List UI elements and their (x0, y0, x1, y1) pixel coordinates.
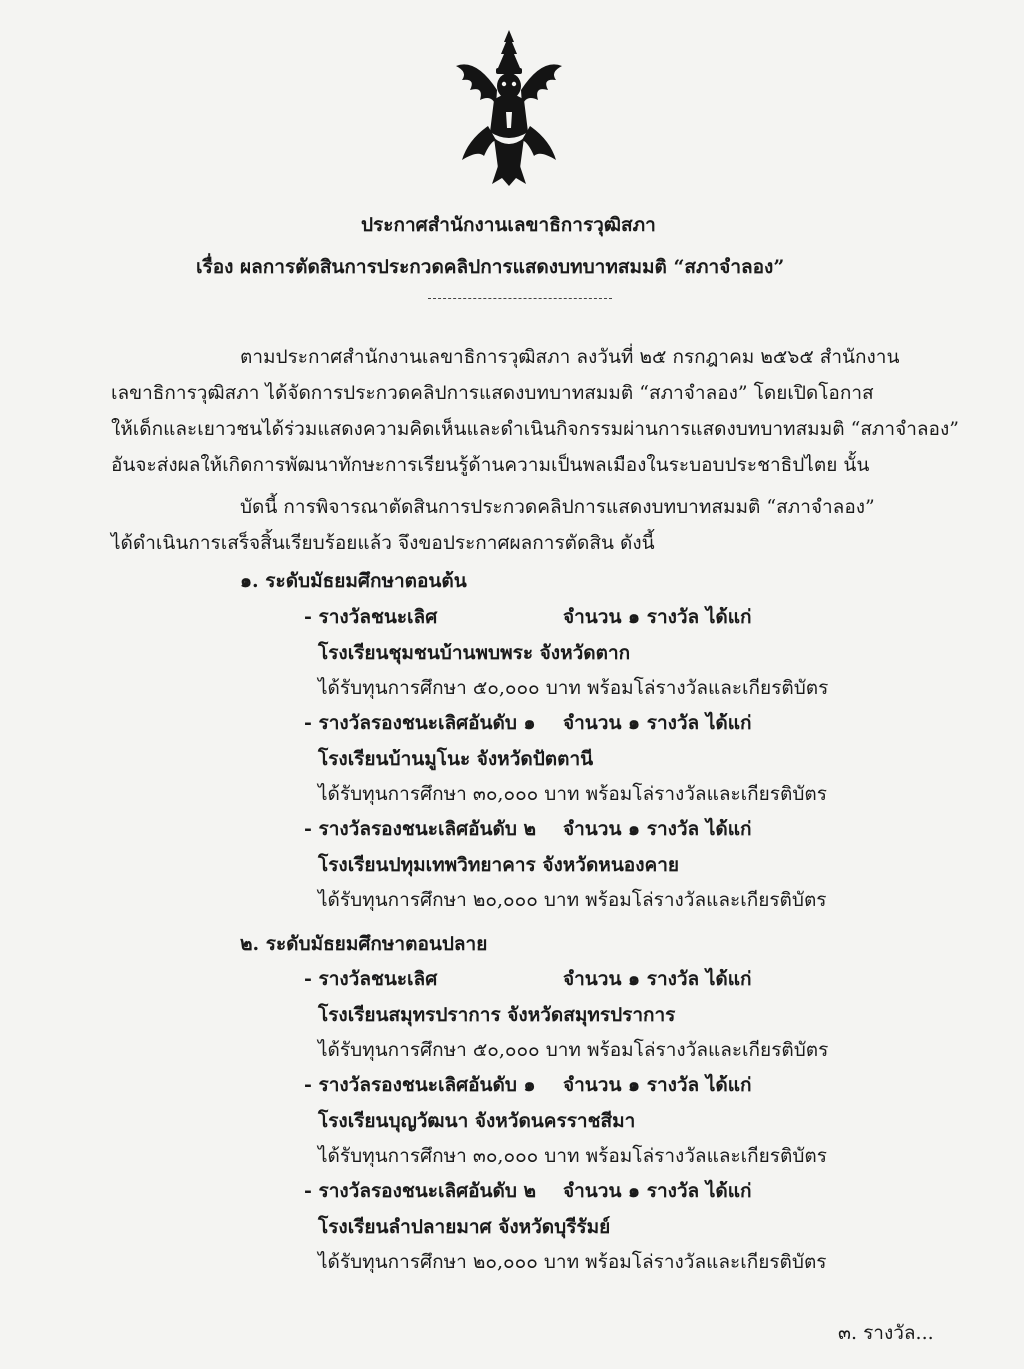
prize-detail: ได้รับทุนการศึกษา ๓๐,๐๐๐ บาท พร้อมโล่รางวัลและเกียรติบัตร (318, 1145, 827, 1167)
award-title: - รางวัลรองชนะเลิศอันดับ ๒ (304, 818, 537, 840)
document-subject: เรื่อง ผลการตัดสินการประกวดคลิปการแสดงบทบาทสมมติ “สภาจำลอง” (196, 256, 785, 278)
garuda-emblem-icon (448, 28, 570, 188)
award-count: จำนวน ๑ รางวัล ได้แก่ (563, 968, 752, 990)
page-continuation: ๓. รางวัล... (838, 1322, 934, 1344)
award-count: จำนวน ๑ รางวัล ได้แก่ (563, 712, 752, 734)
award-count: จำนวน ๑ รางวัล ได้แก่ (563, 1180, 752, 1202)
school-name: โรงเรียนบ้านมูโนะ จังหวัดปัตตานี (318, 748, 594, 770)
award-count: จำนวน ๑ รางวัล ได้แก่ (563, 606, 752, 628)
section-heading: ๑. ระดับมัธยมศึกษาตอนต้น (240, 570, 467, 592)
school-name: โรงเรียนบุญวัฒนา จังหวัดนครราชสีมา (318, 1110, 636, 1132)
title-divider (428, 298, 612, 299)
intro-line-1: ตามประกาศสำนักงานเลขาธิการวุฒิสภา ลงวันที่ ๒๕ กรกฎาคม ๒๕๖๕ สำนักงาน (240, 346, 900, 368)
intro-line-5: บัดนี้ การพิจารณาตัดสินการประกวดคลิปการแสดงบทบาทสมมติ “สภาจำลอง” (240, 496, 875, 518)
prize-detail: ได้รับทุนการศึกษา ๕๐,๐๐๐ บาท พร้อมโล่รางวัลและเกียรติบัตร (318, 677, 829, 699)
intro-line-4: อันจะส่งผลให้เกิดการพัฒนาทักษะการเรียนรู้ด้านความเป็นพลเมืองในระบอบประชาธิปไตย นั้น (111, 454, 870, 476)
award-title: - รางวัลรองชนะเลิศอันดับ ๑ (304, 712, 536, 734)
prize-detail: ได้รับทุนการศึกษา ๒๐,๐๐๐ บาท พร้อมโล่รางวัลและเกียรติบัตร (318, 889, 827, 911)
school-name: โรงเรียนปทุมเทพวิทยาคาร จังหวัดหนองคาย (318, 854, 680, 876)
award-title: - รางวัลชนะเลิศ (304, 968, 438, 990)
award-count: จำนวน ๑ รางวัล ได้แก่ (563, 1074, 752, 1096)
award-title: - รางวัลชนะเลิศ (304, 606, 438, 628)
award-count: จำนวน ๑ รางวัล ได้แก่ (563, 818, 752, 840)
award-title: - รางวัลรองชนะเลิศอันดับ ๒ (304, 1180, 537, 1202)
prize-detail: ได้รับทุนการศึกษา ๒๐,๐๐๐ บาท พร้อมโล่รางวัลและเกียรติบัตร (318, 1251, 827, 1273)
intro-line-6: ได้ดำเนินการเสร็จสิ้นเรียบร้อยแล้ว จึงขอประกาศผลการตัดสิน ดังนี้ (111, 532, 655, 554)
section-heading: ๒. ระดับมัธยมศึกษาตอนปลาย (240, 933, 488, 955)
prize-detail: ได้รับทุนการศึกษา ๕๐,๐๐๐ บาท พร้อมโล่รางวัลและเกียรติบัตร (318, 1039, 829, 1061)
prize-detail: ได้รับทุนการศึกษา ๓๐,๐๐๐ บาท พร้อมโล่รางวัลและเกียรติบัตร (318, 783, 827, 805)
school-name: โรงเรียนชุมชนบ้านพบพระ จังหวัดตาก (318, 642, 631, 664)
document-title: ประกาศสำนักงานเลขาธิการวุฒิสภา (361, 214, 656, 236)
intro-line-2: เลขาธิการวุฒิสภา ได้จัดการประกวดคลิปการแสดงบทบาทสมมติ “สภาจำลอง” โดยเปิดโอกาส (111, 382, 874, 404)
intro-line-3: ให้เด็กและเยาวชนได้ร่วมแสดงความคิดเห็นและดำเนินกิจกรรมผ่านการแสดงบทบาทสมมติ “สภาจำลอง” (111, 418, 959, 440)
school-name: โรงเรียนลำปลายมาศ จังหวัดบุรีรัมย์ (318, 1216, 611, 1238)
school-name: โรงเรียนสมุทรปราการ จังหวัดสมุทรปราการ (318, 1004, 676, 1026)
award-title: - รางวัลรองชนะเลิศอันดับ ๑ (304, 1074, 536, 1096)
